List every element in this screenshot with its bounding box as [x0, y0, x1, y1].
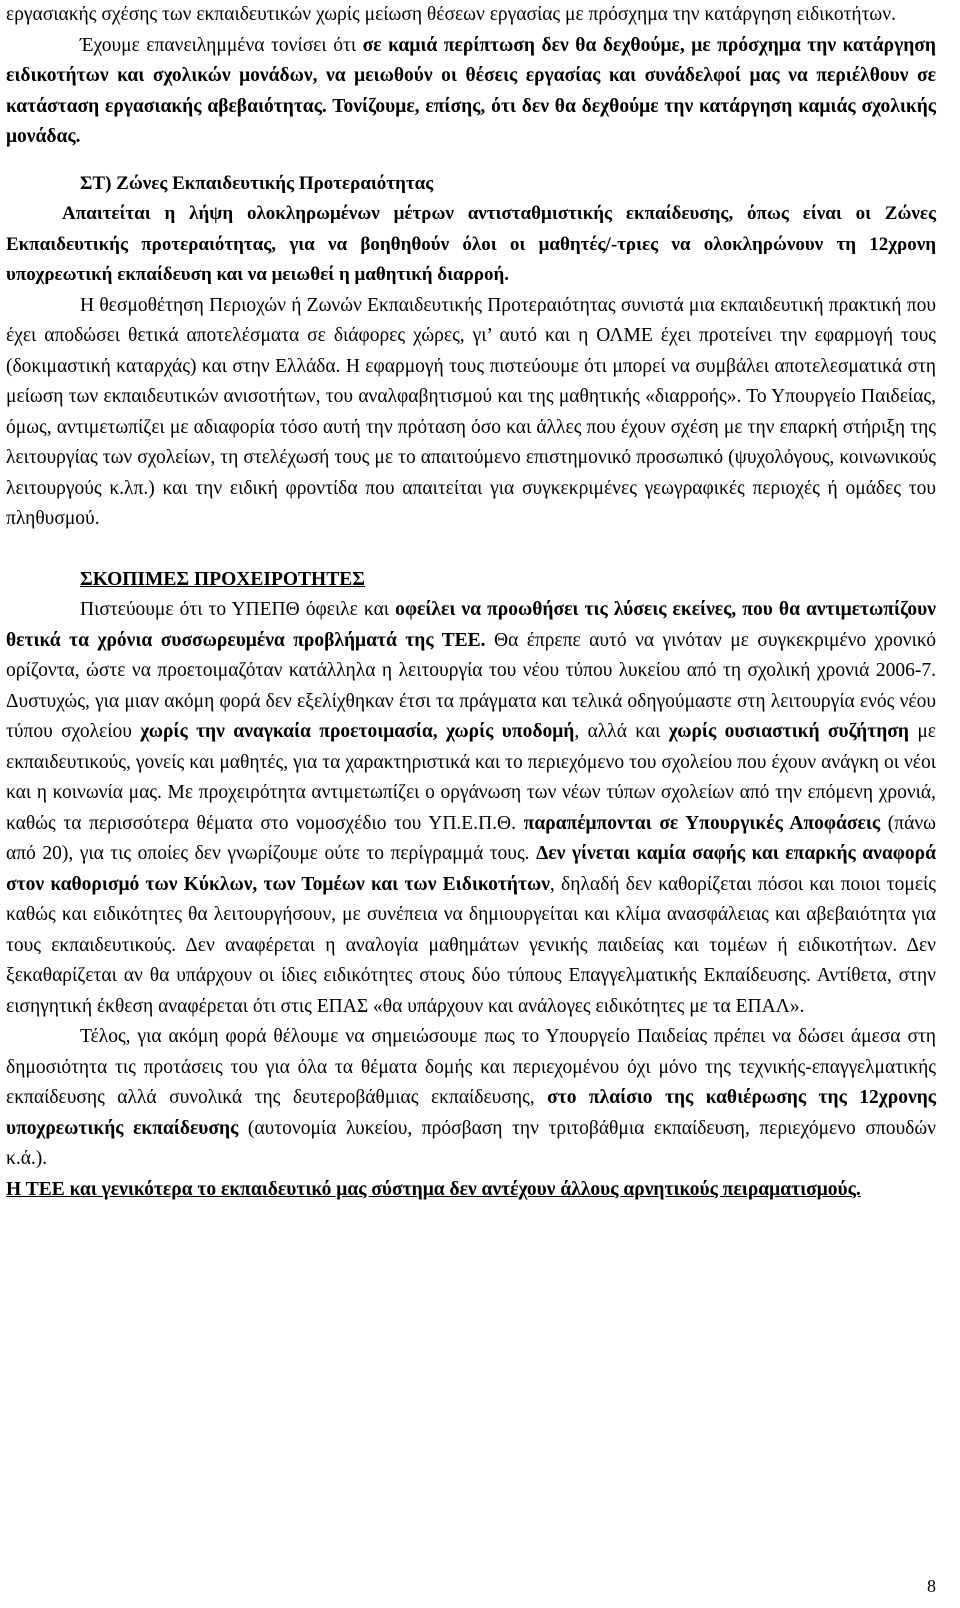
paragraph-positions-bold: σε καμιά περίπτωση δεν θα δεχθούμε, με πρόσχημα την κατάργηση ειδικοτήτων και σχολικών μονάδων, να μειωθούν οι θέσεις εργασίας και συνάδελφοί μας να περιέλθουν σε κατάσταση εργασιακής αβεβαιότητας. Τονίζουμε, επίσης, ότι δεν θα δεχθούμε την κατάργηση καμιάς σχολικής μονάδας.	[6, 34, 936, 147]
paragraph-priority-zones-demand: Απαιτείται η λήψη ολοκληρωμένων μέτρων αντισταθμιστικής εκπαίδευσης, όπως είναι οι Ζώνες Εκπαιδευτικής προτεραιότητας, για να βοηθηθούν όλοι οι μαθητές/-τριες να ολοκληρώνουν τη 12χρονη υποχρεωτική εκπαίδευση και να μειωθεί η μαθητική διαρροή.	[6, 203, 936, 285]
skopimes-s4: Δυστυχώς, για μιαν ακόμη φορά δεν εξελίχθηκαν έτσι τα πράγματα και τελικά οδηγούμαστε στη λειτουργία ενός νέου τύπου σχολείου	[6, 690, 936, 742]
paragraph-positions-lead: Έχουμε επανειλημμένα τονίσει ότι	[80, 34, 363, 56]
page-number: 8	[927, 1576, 936, 1596]
paragraph-closing	[6, 1022, 936, 1175]
closing-c2-bold: στο πλαίσιο της καθιέρωσης της 12χρονης υποχρεωτικής εκπαίδευσης	[6, 1087, 936, 1139]
paragraph-final-statement: Η ΤΕΕ και γενικότερα το εκπαιδευτικό μας σύστημα δεν αντέχουν άλλους αρνητικούς πειραματισμούς.	[6, 1178, 861, 1200]
skopimes-s1: Πιστεύουμε ότι το ΥΠΕΠΘ όφειλε και	[80, 599, 396, 620]
skopimes-s8: με εκπαιδευτικούς, γονείς και μαθητές, για τα χαρακτηριστικά και το περιεχόμενο του σχολείου που έχουν ανάγκη οι νέοι και η κοινωνία μας. Με προχειρότητα αντιμετωπίζει ο οργάνωση των νέων τύπων σχολείων από την επόμενη χρονιά, καθώς τα περισσότερα θέματα στο νομοσχέδιο του ΥΠ.Ε.Π.Θ.	[6, 721, 936, 834]
paragraph-positions	[6, 31, 936, 153]
heading-skopimes-proxeirotites: ΣΚΟΠΙΜΕΣ ΠΡΟΧΕΙΡΟΤΗΤΕΣ	[80, 568, 365, 590]
skopimes-s10: (πάνω από 20), για τις οποίες δεν γνωρίζουμε ούτε το περίγραμμά τους.	[6, 812, 937, 864]
paragraph-priority-zones-body: Η θεσμοθέτηση Περιοχών ή Ζωνών Εκπαιδευτικής Προτεραιότητας συνιστά μια εκπαιδευτική πρακτική που έχει αποδώσει θετικά αποτελέσματα σε διάφορες χώρες, γι’ αυτό και η ΟΛΜΕ έχει προτείνει την εφαρμογή τους (δοκιμαστική καταρχάς) και στην Ελλάδα. Η εφαρμογή τους πιστεύουμε ότι μπορεί να συμβάλει αποτελεσματικά στη μείωση των εκπαιδευτικών ανισοτήτων, του αναλφαβητισμού και της μαθητικής «διαρροής». Το Υπουργείο Παιδείας, όμως, αντιμετωπίζει με αδιαφορία τόσο αυτή την πρόταση όσο και άλλες που έχουν σχέση με την επαρκή στήριξη της λειτουργίας των σχολείων, τη στελέχωσή τους με το απαιτούμενο επιστημονικό προσωπικό (ψυχολόγους, κοινωνικούς λειτουργούς κ.λπ.) και την ειδική φροντίδα που απαιτείται για συγκεκριμένες γεωγραφικές περιοχές ή ομάδες του πληθυσμού.	[6, 294, 936, 529]
skopimes-s11-bold: Δεν γίνεται καμία σαφής και επαρκής αναφορά στον καθορισμό των Κύκλων, των Τομέων και των Ειδικοτήτων	[6, 843, 936, 895]
skopimes-s3: Θα έπρεπε αυτό να γινόταν με συγκεκριμένο χρονικό ορίζοντα, ώστε να προετοιμαζόταν κατάλληλα η λειτουργία του νέου τύπου λυκείου από τη σχολική χρονιά 2006-7.	[6, 629, 936, 681]
paragraph-intro-continuation: εργασιακής σχέσης των εκπαιδευτικών χωρίς μείωση θέσεων εργασίας με πρόσχημα την κατάργηση ειδικοτήτων.	[6, 4, 896, 25]
document-page	[6, 0, 936, 1205]
skopimes-s5-bold: χωρίς την αναγκαία προετοιμασία, χωρίς υποδομή	[140, 721, 575, 742]
closing-c1: Τέλος, για ακόμη φορά θέλουμε να σημειώσουμε πως το Υπουργείο Παιδείας πρέπει να δώσει άμεσα στη δημοσιότητα τις προτάσεις του για όλα τα θέματα δομής και περιεχομένου όχι μόνο της τεχνικής-επαγγελματικής εκπαίδευσης αλλά συνολικά της δευτεροβάθμιας εκπαίδευσης,	[6, 1026, 936, 1108]
closing-c3: (αυτονομία λυκείου, πρόσβαση την τριτοβάθμια εκπαίδευση, περιεχόμενο σπουδών κ.ά.).	[6, 1117, 936, 1169]
skopimes-s7-bold: χωρίς ουσιαστική συζήτηση	[668, 721, 909, 742]
paragraph-skopimes-body	[6, 595, 936, 1022]
section-title-priority-zones: ΣΤ) Ζώνες Εκπαιδευτικής Προτεραιότητας	[80, 172, 434, 194]
skopimes-s2-bold: οφείλει να προωθήσει τις λύσεις εκείνες, που θα αντιμετωπίζουν θετικά τα χρόνια συσσωρευμένα προβλήματά της ΤΕΕ.	[6, 599, 936, 651]
skopimes-s12: , δηλαδή δεν καθορίζεται πόσοι και ποιοι τομείς καθώς και ειδικότητες θα λειτουργήσουν, με συνέπεια να δημιουργείται και κλίμα ανασφάλειας και αβεβαιότητα για τους εκπαιδευτικούς. Δεν αναφέρεται η αναλογία μαθημάτων γενικής παιδείας και τομέων ή ειδικοτήτων. Δεν ξεκαθαρίζεται αν θα υπάρχουν οι ίδιες ειδικότητες στους δύο τύπους Επαγγελματικής Εκπαίδευσης. Αντίθετα, στην εισηγητική έκθεση αναφέρεται ότι στις ΕΠΑΣ «θα υπάρχουν και ανάλογες ειδικότητες με τα ΕΠΑΛ».	[6, 873, 936, 1017]
skopimes-s9-bold: παραπέμπονται σε Υπουργικές Αποφάσεις	[523, 812, 881, 834]
skopimes-s6: , αλλά και	[574, 721, 669, 742]
